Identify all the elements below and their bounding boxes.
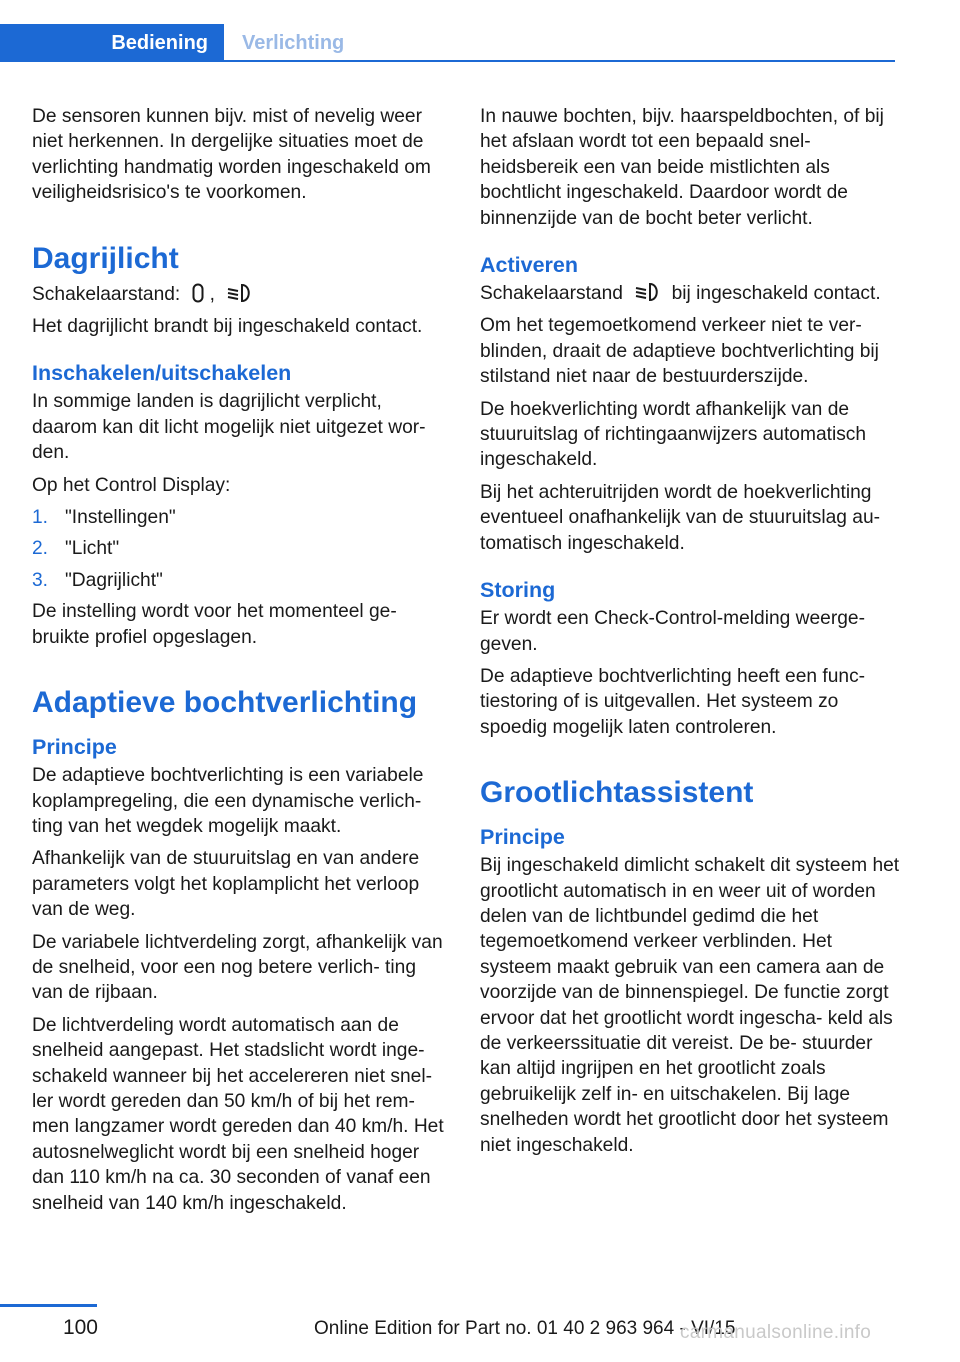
list-item: 3. "Dagrijlicht" xyxy=(32,569,163,591)
adaptieve-p1: De adaptieve bochtverlichting is een variabele koplampregeling, die een dynamische verlich‐ ting van het wegdek mogelijk maakt. xyxy=(32,765,424,837)
adaptieve-p2: Afhankelijk van de stuuruitslag en van andere parameters volgt het koplamplicht het verloop van de weg. xyxy=(32,848,420,921)
watermark: carmanualsonline.info xyxy=(680,1322,872,1343)
switch-separator: , xyxy=(209,283,215,305)
storing-p1: Er wordt een Check-Control-melding weerge‐ geven. xyxy=(480,608,865,655)
principe-heading: Principe xyxy=(32,735,117,760)
right-column xyxy=(480,104,900,1165)
page-number: 100 xyxy=(62,1316,98,1339)
after-steps-text: De instelling wordt voor het momenteel ge‐ bruikte profiel opgeslagen. xyxy=(32,601,397,648)
footer-divider xyxy=(0,1304,97,1307)
grootlicht-paragraph: Bij ingeschakeld dimlicht schakelt dit systeem het grootlicht automatisch in en weer uit of worden delen van de lichtbundel gedimd die het tegemoetkomend verkeer verblinden. Het systeem maakt gebruik van een camera aan de voorzijde van de binnenspiegel. De functie zorgt ervoor dat het grootlicht wordt ingescha‐ keld als de verkeerssituatie dit vereist. De be‐ stuurder kan altijd ingrijpen en het grootlicht zoals gebruikelijk zelf in- en uitschakelen. Bij lage snelheden wordt het grootlicht door het systeem niet ingeschakeld. xyxy=(480,855,900,1156)
header-tab-bediening: Bediening xyxy=(0,24,224,62)
hoekverlichting-paragraph: De hoekverlichting wordt afhankelijk van de stuuruitslag of richtingaanwijzers automatisch ingeschakeld. xyxy=(480,398,867,471)
low-beam-icon xyxy=(634,282,660,302)
low-beam-icon xyxy=(226,283,252,303)
activeren-line: Schakelaarstand bij ingeschakeld contact. xyxy=(480,283,881,305)
adaptieve-heading: Adaptieve bochtverlichting xyxy=(32,686,418,720)
list-item: 1. "Instellingen" xyxy=(32,507,176,529)
intro-paragraph: De sensoren kunnen bijv. mist of nevelig weer niet herkennen. In dergelijke situaties moet de verlichting handmatig worden ingeschakeld om veiligheidsrisico's te voorkomen. xyxy=(32,106,431,204)
dagrijlicht-text: Het dagrijlicht brandt bij ingeschakeld contact. xyxy=(32,316,423,338)
header-tab-verlichting: Verlichting xyxy=(242,31,345,54)
left-column xyxy=(32,104,450,1223)
storing-p2: De adaptieve bochtverlichting heeft een func‐ tiestoring of is uitgevallen. Het systeem zo spoedig mogelijk laten controleren. xyxy=(480,665,866,738)
inschakelen-heading: Inschakelen/uitschakelen xyxy=(32,361,292,386)
adaptieve-p4: De lichtverdeling wordt automatisch aan de snelheid aangepast. Het stadslicht wordt inge‐ schakeld wanneer bij het accelereren niet snel‐ ler wordt gereden dan 50 km/h of bij het rem‐ men langzamer wordt gereden dan 40 km/h. Het autosnelweglicht wordt bij een snelheid hoger dan 110 km/h na ca. 30 seconden of vanaf een snelheid van 140 km/h ingeschakeld. xyxy=(32,1014,444,1214)
grootlicht-heading: Grootlichtassistent xyxy=(480,776,754,810)
tegemoetkomend-paragraph: Om het tegemoetkomend verkeer niet te ver‐ blinden, draait de adaptieve bochtverlichting bij stilstand niet naar de bestuurderszijde. xyxy=(480,315,879,388)
grootlicht-principe-heading: Principe xyxy=(480,825,565,850)
edition-text: Online Edition for Part no. 01 40 2 963 964 - VI/15 xyxy=(314,1318,736,1339)
header-divider xyxy=(224,60,895,62)
dagrijlicht-switch-line xyxy=(32,282,450,307)
achteruit-paragraph: Bij het achteruitrijden wordt de hoekverlichting eventueel onafhankelijk van de stuuruitslag au‐ tomatisch ingeschakeld. xyxy=(480,481,881,554)
page-header xyxy=(0,0,960,62)
activeren-heading: Activeren xyxy=(480,253,578,278)
adaptieve-p3: De variabele lichtverdeling zorgt, afhankelijk van de snelheid, voor een nog betere verlich‐ ting van de rijbaan. xyxy=(32,931,443,1004)
switch-label: Schakelaarstand: xyxy=(32,283,181,305)
control-display-text: Op het Control Display: xyxy=(32,474,231,496)
dagrijlicht-heading: Dagrijlicht xyxy=(32,241,179,275)
steps-list xyxy=(32,505,450,593)
inschakelen-text: In sommige landen is dagrijlicht verplicht, daarom kan dit licht mogelijk niet uitgezet wor‐ den. xyxy=(32,391,426,464)
switch-off-icon xyxy=(192,283,204,303)
storing-heading: Storing xyxy=(480,578,556,603)
list-item: 2. "Licht" xyxy=(32,538,120,560)
bochten-paragraph: In nauwe bochten, bijv. haarspeldbochten, of bij het afslaan wordt tot een bepaald snel‐ heidsbereik een van beide mistlichten als bochtlicht ingeschakeld. Daardoor wordt de binnenzijde van de bocht beter verlicht. xyxy=(480,106,884,229)
